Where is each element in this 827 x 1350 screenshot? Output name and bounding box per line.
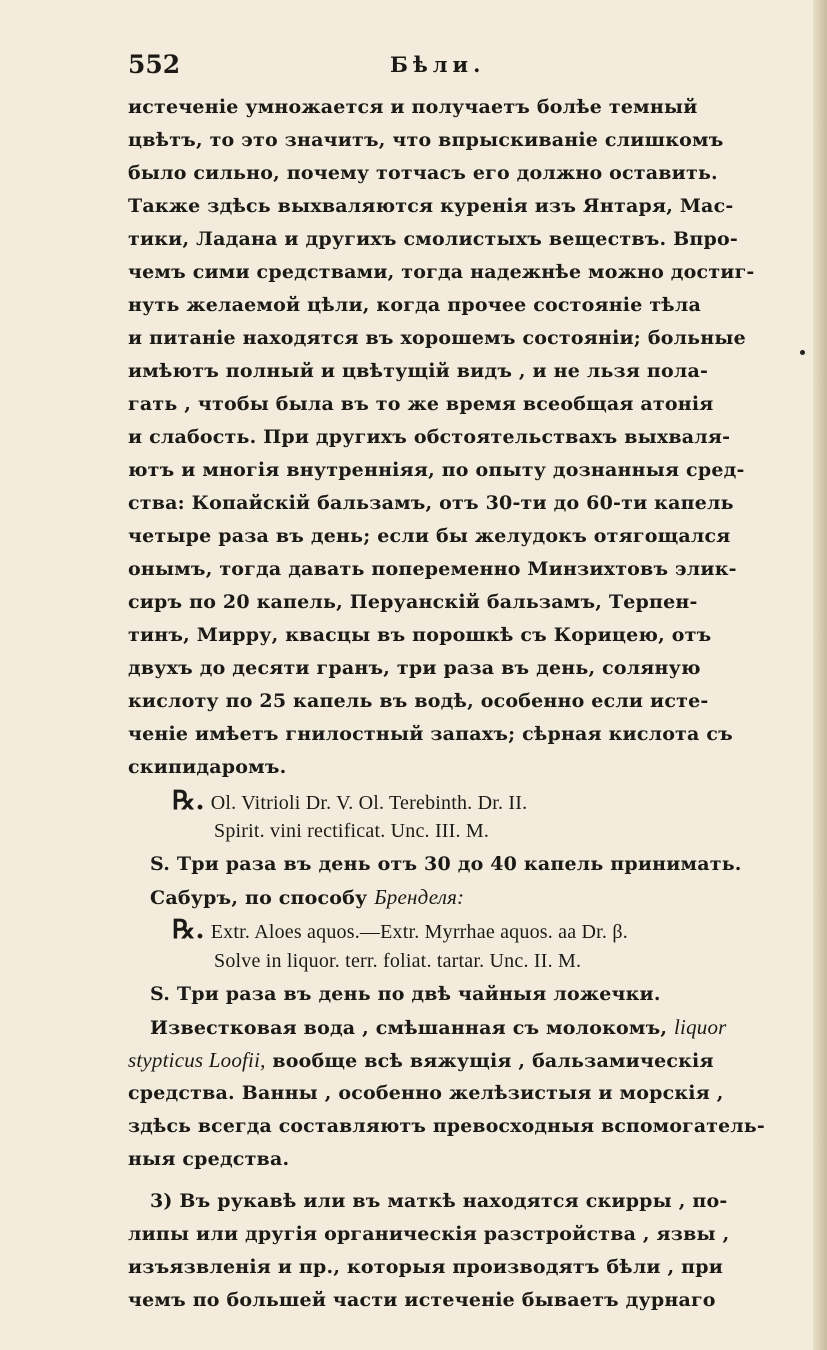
latin-term: liquor	[674, 1015, 727, 1039]
text-line: имѣютъ полный и цвѣтущій видъ , и не льзя пола-	[128, 360, 709, 382]
text-line: было сильно, почему тотчасъ его должно оставить.	[128, 162, 718, 184]
signa-line: S. Три раза въ день отъ 30 до 40 капель принимать.	[150, 853, 742, 875]
page-edge	[813, 0, 827, 1350]
recipe-text: Spirit. vini rectificat. Unc. III. M.	[214, 820, 490, 842]
text-line: ныя средства.	[128, 1148, 290, 1170]
text-line	[128, 1047, 714, 1074]
page-header	[128, 50, 718, 88]
text-line: тики, Ладана и другихъ смолистыхъ веществъ. Впро-	[128, 228, 738, 250]
text-line: кислоту по 25 капель въ водѣ, особенно если исте-	[128, 690, 709, 712]
text-line: цвѣтъ, то это значитъ, что впрыскиваніе слишкомъ	[128, 129, 724, 151]
signa-line: S. Три раза въ день по двѣ чайныя ложечки.	[150, 983, 661, 1005]
text-line: истеченіе умножается и получаетъ болѣе темный	[128, 96, 698, 118]
text-line: средства. Ванны , особенно желѣзистыя и морскія ,	[128, 1082, 724, 1104]
text-line: ченіе имѣетъ гнилостный запахъ; сѣрная кислота съ	[128, 723, 733, 745]
text-line: и слабость. При другихъ обстоятельствахъ выхваля-	[128, 426, 731, 448]
recipe-line	[172, 788, 527, 816]
text-line: чемъ по большей части истеченіе бываетъ дурнаго	[128, 1289, 716, 1311]
text-line	[150, 1014, 727, 1041]
text-line: изъязвленія и пр., которыя производятъ бѣли , при	[128, 1256, 724, 1278]
recipe-text: Extr. Aloes aquos.—Extr. Myrrhae aquos. aa Dr. β.	[210, 921, 628, 943]
author-name: Бренделя:	[374, 885, 465, 909]
text-line: нуть желаемой цѣли, когда прочее состояніе тѣла	[128, 294, 701, 316]
text-line	[150, 884, 464, 911]
page-number: 552	[128, 50, 181, 79]
ink-mark	[800, 350, 805, 355]
recipe-symbol: ℞.	[172, 915, 205, 945]
recipe-text: Ol. Vitrioli Dr. V. Ol. Terebinth. Dr. II.	[210, 792, 528, 814]
text-line: липы или другія органическія разстройства , язвы ,	[128, 1223, 730, 1245]
text-line: двухъ до десяти гранъ, три раза въ день, соляную	[128, 657, 701, 679]
text-line: онымъ, тогда давать попеременно Минзихтовъ элик-	[128, 558, 737, 580]
text-line: чемъ сими средствами, тогда надежнѣе можно достиг-	[128, 261, 755, 283]
text-line: ютъ и многія внутренніяя, по опыту дознанныя сред-	[128, 459, 745, 481]
text-fragment: Сабуръ, по способу	[150, 887, 375, 909]
recipe-text: Solve in liquor. terr. foliat. tartar. Unc. II. M.	[214, 950, 582, 972]
text-line: и питаніе находятся въ хорошемъ состояніи; больные	[128, 327, 746, 349]
text-line: тинъ, Мирру, квасцы въ порошкѣ съ Корицею, отъ	[128, 624, 712, 646]
latin-term: stypticus Loofii,	[128, 1048, 266, 1072]
text-line: четыре раза въ день; если бы желудокъ отягощался	[128, 525, 731, 547]
text-line: скипидаромъ.	[128, 756, 287, 778]
text-fragment: Известковая вода , смѣшанная съ молокомъ,	[150, 1017, 675, 1039]
recipe-symbol: ℞.	[172, 786, 205, 816]
recipe-line	[172, 917, 628, 945]
text-line: сиръ по 20 капель, Перуанскій бальзамъ, Терпен-	[128, 591, 698, 613]
text-line: 3) Въ рукавѣ или въ маткѣ находятся скирры , по-	[150, 1190, 728, 1212]
text-line: Также здѣсь выхваляются куренія изъ Янтаря, Мас-	[128, 195, 734, 217]
text-line: здѣсь всегда составляютъ превосходныя вспомогатель-	[128, 1115, 765, 1137]
text-line: ства: Копайскій бальзамъ, отъ 30-ти до 60-ти капель	[128, 492, 734, 514]
text-fragment: вообще всѣ вяжущія , бальзамическія	[265, 1050, 714, 1072]
running-title: Бѣли.	[390, 52, 486, 77]
text-line: гать , чтобы была въ то же время всеобщая атонія	[128, 393, 714, 415]
